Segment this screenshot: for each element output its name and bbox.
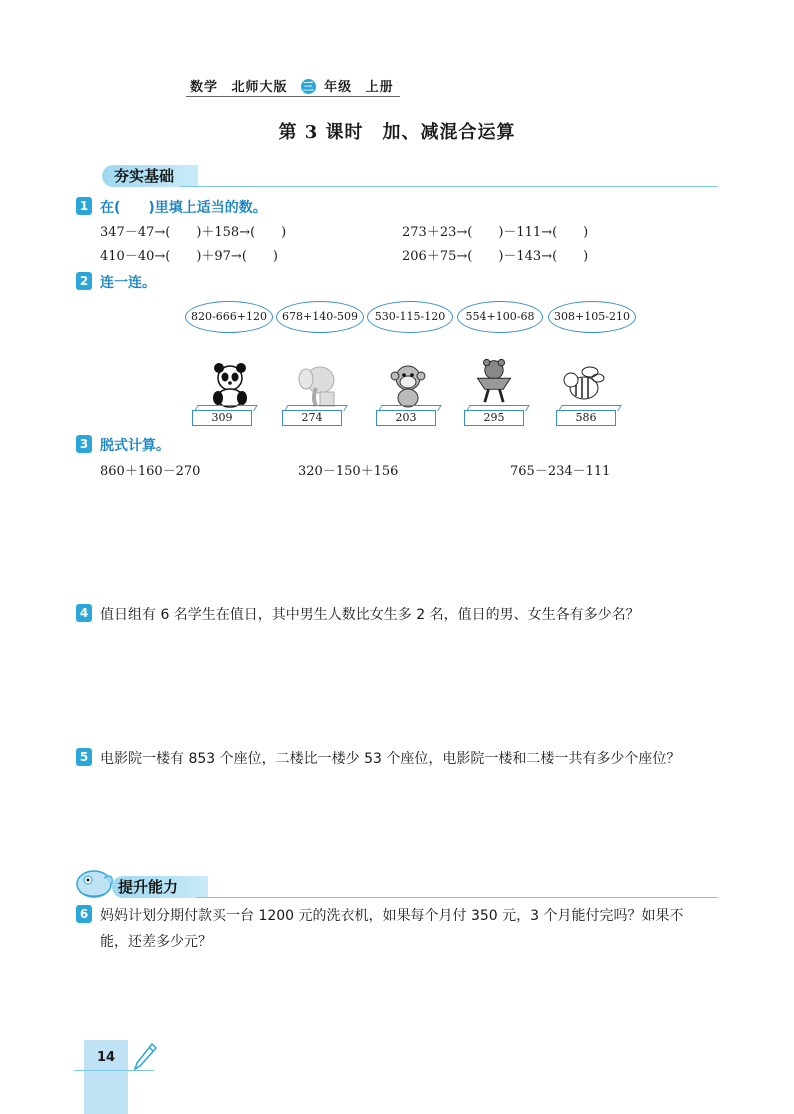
answer-box[interactable]: 309	[192, 410, 252, 426]
question-number: 6	[76, 905, 92, 923]
q1-line: 206＋75→( )－143→( )	[402, 249, 589, 264]
answer-box[interactable]: 295	[464, 410, 524, 426]
answer-box[interactable]: 274	[282, 410, 342, 426]
q1-line: 410－40→( )＋97→( )	[100, 249, 278, 264]
section-basic-title: 夯实基础	[114, 167, 175, 185]
pencil-icon	[132, 1042, 158, 1072]
question-number: 3	[76, 435, 92, 453]
expression-oval[interactable]: 554+100-68	[457, 301, 543, 333]
question-number: 1	[76, 197, 92, 215]
section-advanced-line	[196, 897, 718, 898]
bear-icon	[470, 358, 518, 404]
expression-oval[interactable]: 820-666+120	[185, 301, 273, 333]
q3-prompt: 脱式计算。	[100, 438, 170, 454]
running-header	[190, 76, 402, 95]
section-advanced-title: 提升能力	[118, 878, 179, 896]
question-number: 5	[76, 748, 92, 766]
section-advanced	[112, 876, 178, 898]
grade-label: 年级	[324, 80, 353, 95]
panda-icon	[206, 362, 254, 408]
q4-text: 值日组有 6 名学生在值日，其中男生人数比女生多 2 名，值日的男、女生各有多少名？	[100, 607, 640, 623]
grade-badge: 三	[302, 80, 315, 93]
q2-prompt: 连一连。	[100, 275, 156, 291]
expression-oval[interactable]: 530-115-120	[367, 301, 453, 333]
section-basic-line	[180, 186, 718, 187]
monkey-icon	[384, 362, 432, 408]
q1-line: 347－47→( )＋158→( )	[100, 225, 287, 240]
section-basic	[102, 165, 174, 187]
volume-label: 上册	[365, 80, 394, 95]
edition-label: 北师大版	[231, 80, 288, 95]
elephant-icon	[294, 362, 342, 408]
q3-expression: 320－150＋156	[298, 464, 399, 479]
page-number: 14	[96, 1050, 116, 1065]
expression-oval[interactable]: 678+140-509	[276, 301, 364, 333]
question-number: 4	[76, 604, 92, 622]
q3-expression: 765－234－111	[510, 464, 611, 479]
q1-prompt: 在( )里填上适当的数。	[100, 200, 267, 216]
bee-icon	[558, 362, 606, 408]
question-number: 2	[76, 272, 92, 290]
answer-box[interactable]: 203	[376, 410, 436, 426]
q1-line: 273＋23→( )－111→( )	[402, 225, 589, 240]
q6-text-line2: 能，还差多少元？	[100, 934, 212, 950]
lesson-title: 第 3 课时 加、减混合运算	[278, 122, 516, 143]
q3-expression: 860＋160－270	[100, 464, 201, 479]
q5-text: 电影院一楼有 853 个座位，二楼比一楼少 53 个座位，电影院一楼和二楼一共有多少个座位？	[100, 751, 681, 767]
q6-text-line1: 妈妈计划分期付款买一台 1200 元的洗衣机，如果每个月付 350 元，3 个月能付完吗？如果不	[100, 908, 684, 924]
bird-mascot-icon	[74, 866, 116, 900]
answer-box[interactable]: 586	[556, 410, 616, 426]
subject-label: 数学	[190, 80, 219, 95]
expression-oval[interactable]: 308+105-210	[548, 301, 636, 333]
header-divider	[186, 96, 400, 97]
